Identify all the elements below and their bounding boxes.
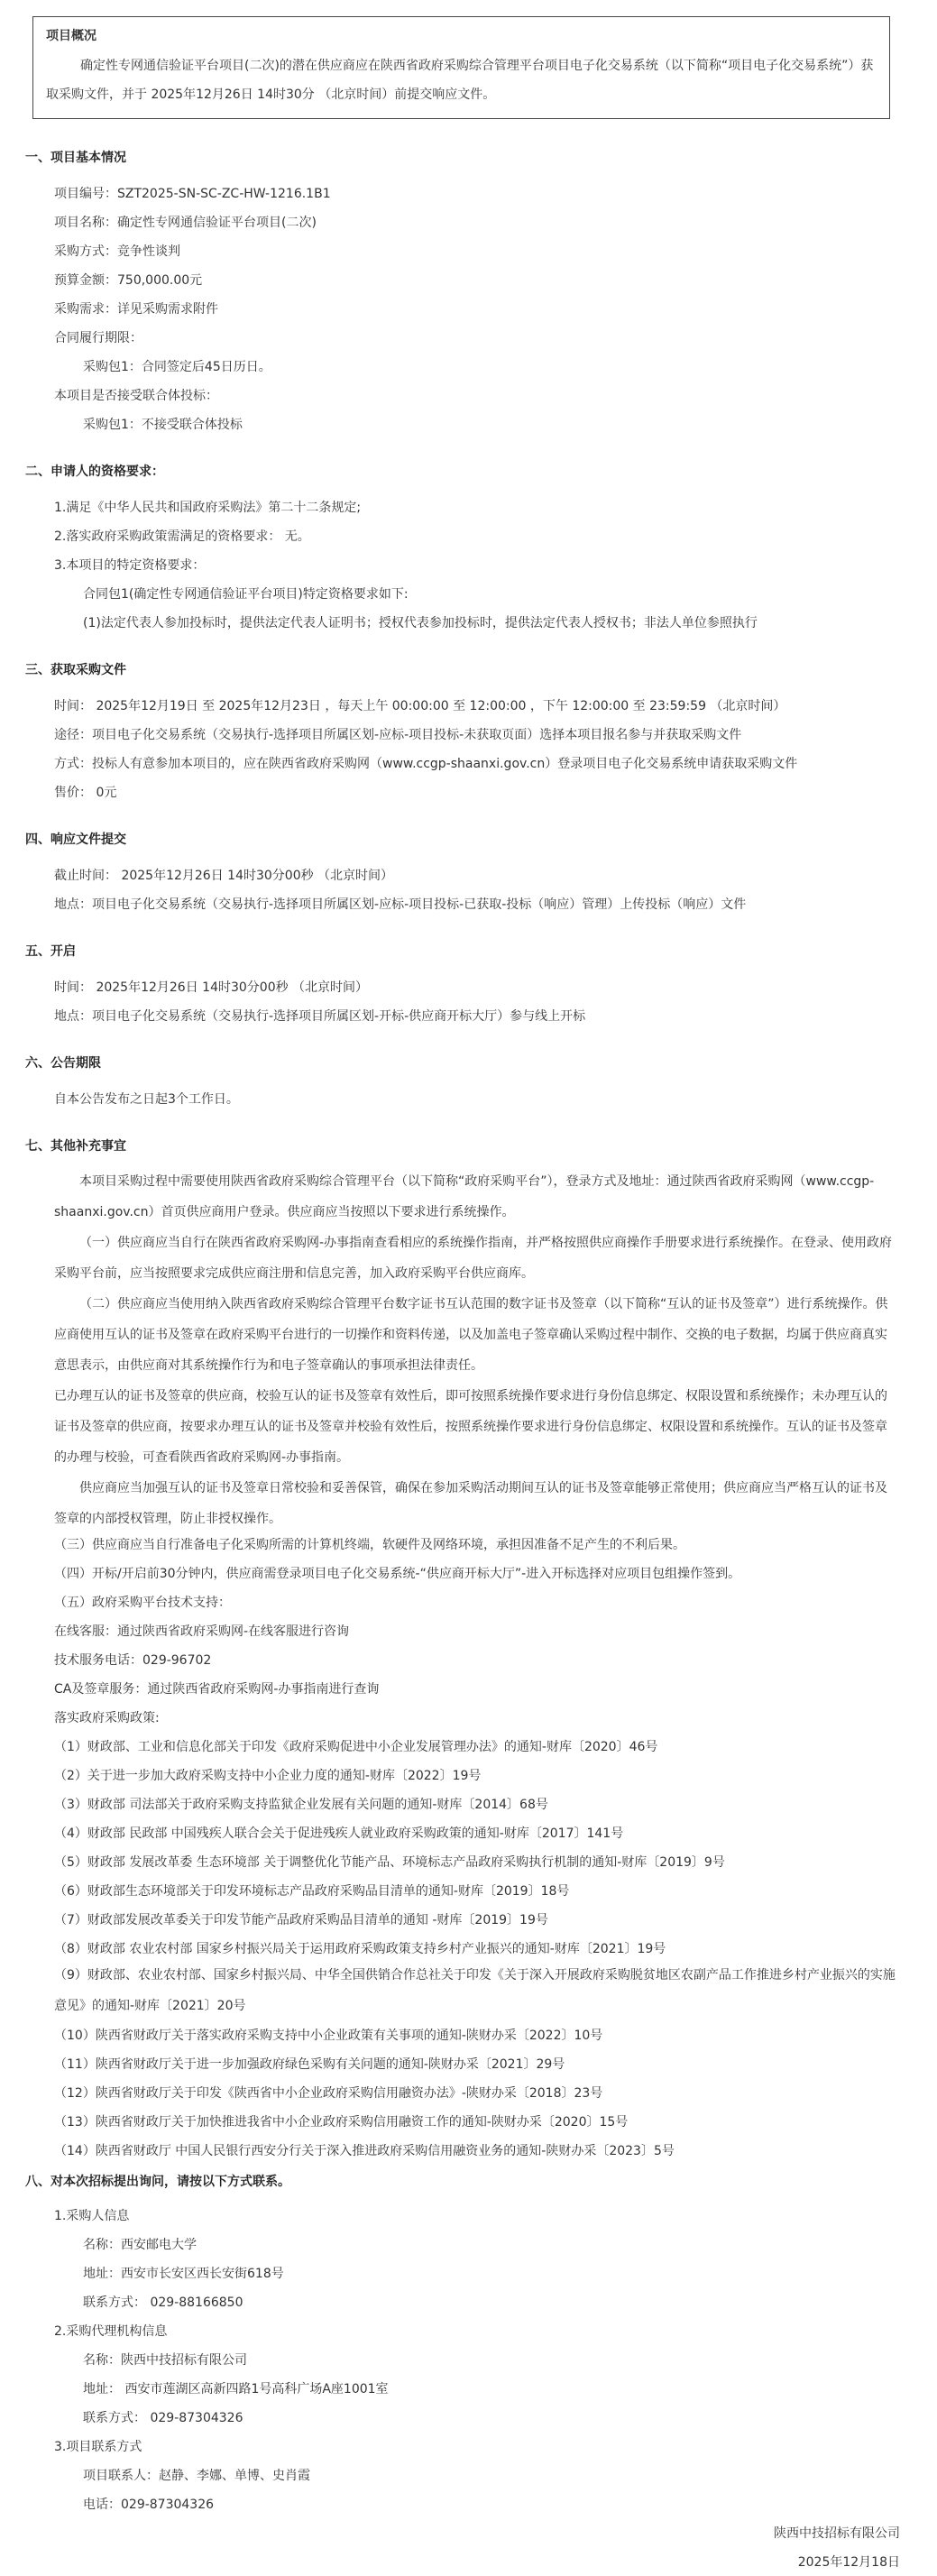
opening-time: 时间： 2025年12月26日 14时30分00秒 （北京时间） — [54, 980, 369, 995]
acquire-channel: 途径：项目电子化交易系统（交易执行-选择项目所属区划-应标-项目投标-未获取页面）选择本项目报名参与并获取采购文件 — [54, 728, 742, 742]
supplement-paragraph-2: （一）供应商应当自行在陕西省政府采购网-办事指南查看相应的系统操作指南，并严格按照供应商操作手册要求进行系统操作。在登录、使用政府采购平台前，应当按照要求完成供应商注册和信息完善，加入政府采购平台供应商库。 — [54, 1236, 893, 1281]
package-qualification-title: 合同包1(确定性专网通信验证平台项目)特定资格要求如下: — [83, 587, 409, 602]
policy-item: （3）财政部 司法部关于政府采购支持监狱企业发展有关问题的通知-财库〔2014〕68号 — [54, 1798, 548, 1812]
project-contact-phone: 电话：029-87304326 — [83, 2498, 215, 2512]
consortium-label: 本项目是否接受联合体投标： — [54, 389, 218, 403]
project-contact-persons: 项目联系人：赵静、李娜、单博、史肖霞 — [83, 2469, 310, 2483]
supplement-paragraph-1: 本项目采购过程中需要使用陕西省政府采购综合管理平台（以下简称“政府采购平台”），登录方式及地址：通过陕西省政府采购网（www.ccgp-shaanxi.gov.cn）首页供应商用户登录。供应商应当按照以下要求进行系统操作。 — [54, 1174, 875, 1219]
policy-item: （11）陕西省财政厅关于进一步加强政府绿色采购有关问题的通知-陕财办采〔2021〕29号 — [54, 2057, 565, 2072]
agency-name: 名称：陕西中技招标有限公司 — [83, 2353, 247, 2368]
section-5-title: 五、开启 — [25, 944, 76, 959]
policy-title: 落实政府采购政策: — [54, 1711, 160, 1725]
purchaser-contact: 联系方式： 029-88166850 — [83, 2295, 243, 2310]
policy-item: （14）陕西省财政厅 中国人民银行西安分行关于深入推进政府采购信用融资业务的通知-陕财办采〔2023〕5号 — [54, 2144, 675, 2158]
supplement-line: （三）供应商应当自行准备电子化采购所需的计算机终端，软硬件及网络环境，承担因准备不足产生的不利后果。 — [54, 1538, 685, 1552]
qualification-2: 2.落实政府采购政策需满足的资格要求： 无。 — [54, 529, 310, 544]
section-8-title: 八、对本次招标提出询问，请按以下方式联系。 — [25, 2175, 290, 2189]
acquire-method: 方式：投标人有意参加本项目的，应在陕西省政府采购网（www.ccgp-shaanxi.gov.cn）登录项目电子化交易系统申请获取采购文件 — [54, 757, 798, 771]
footer-company: 陕西中技招标有限公司 — [774, 2526, 900, 2541]
summary-body: 确定性专网通信验证平台项目(二次)的潜在供应商应在陕西省政府采购综合管理平台项目电子化交易系统（以下简称“项目电子化交易系统”）获取采购文件，并于 2025年12月26日 14时30分 （北京时间）前提交响应文件。 — [46, 59, 874, 102]
qualification-3: 3.本项目的特定资格要求： — [54, 558, 206, 573]
purchaser-name: 名称：西安邮电大学 — [83, 2238, 197, 2252]
policy-item: （8）财政部 农业农村部 国家乡村振兴局关于运用政府采购政策支持乡村产业振兴的通知-财库〔2021〕19号 — [54, 1942, 666, 1956]
policy-item: （5）财政部 发展改革委 生态环境部 关于调整优化节能产品、环境标志产品政府采购执行机制的通知-财库〔2019〕9号 — [54, 1855, 725, 1870]
submission-deadline: 截止时间： 2025年12月26日 14时30分00秒 （北京时间） — [54, 869, 394, 883]
section-4-title: 四、响应文件提交 — [25, 833, 126, 847]
section-3-title: 三、获取采购文件 — [25, 663, 126, 677]
package-qualification-item: (1)法定代表人参加投标时，提供法定代表人证明书；授权代表参加投标时，提供法定代表人授权书；非法人单位参照执行 — [83, 616, 758, 630]
qualification-1: 1.满足《中华人民共和国政府采购法》第二十二条规定; — [54, 501, 362, 515]
project-number: 项目编号：SZT2025-SN-SC-ZC-HW-1216.1B1 — [54, 187, 331, 201]
project-contact-title: 3.项目联系方式 — [54, 2440, 142, 2454]
section-7-title: 七、其他补充事宜 — [25, 1139, 126, 1154]
supplement-paragraph-3: （二）供应商应当使用纳入陕西省政府采购综合管理平台数字证书互认范围的数字证书及签章（以下简称“互认的证书及签章”）进行系统操作。供应商使用互认的证书及签章在政府采购平台进行的一切操作和资料传递，以及加盖电子签章确认采购过程中制作、交换的电子数据，均属于供应商真实意思表示，由供应商对其系统操作行为和电子签章确认的事项承担法律责任。 — [54, 1297, 888, 1373]
policy-item: （1）财政部、工业和信息化部关于印发《政府采购促进中小企业发展管理办法》的通知-财库〔2020〕46号 — [54, 1740, 658, 1754]
policy-item: （13）陕西省财政厅关于加快推进我省中小企业政府采购信用融资工作的通知-陕财办采〔2020〕15号 — [54, 2115, 629, 2130]
agency-info-title: 2.采购代理机构信息 — [54, 2324, 168, 2339]
opening-location: 地点：项目电子化交易系统（交易执行-选择项目所属区划-开标-供应商开标大厅）参与线上开标 — [54, 1009, 586, 1024]
submission-location: 地点：项目电子化交易系统（交易执行-选择项目所属区划-应标-项目投标-已获取-投标（响应）管理）上传投标（响应）文件 — [54, 897, 747, 912]
ca-signature-service: CA及签章服务：通过陕西省政府采购网-办事指南进行查询 — [54, 1682, 380, 1697]
policy-item: （12）陕西省财政厅关于印发《陕西省中小企业政府采购信用融资办法》-陕财办采〔2018〕23号 — [54, 2086, 603, 2101]
supplement-paragraph-4: 已办理互认的证书及签章的供应商，校验互认的证书及签章有效性后，即可按照系统操作要求进行身份信息绑定、权限设置和系统操作；未办理互认的证书及签章的供应商，按要求办理互认的证书及签章并校验有效性后，按照系统操作要求进行身份信息绑定、权限设置和系统操作。互认的证书及签章的办理与校验，可查看陕西省政府采购网-办事指南。 — [54, 1389, 887, 1465]
agency-contact: 联系方式： 029-87304326 — [83, 2411, 243, 2425]
summary-title: 项目概况 — [46, 29, 96, 43]
section-2-title: 二、申请人的资格要求： — [25, 465, 164, 479]
purchaser-info-title: 1.采购人信息 — [54, 2209, 130, 2223]
budget-amount: 预算金额：750,000.00元 — [54, 273, 203, 288]
policy-item: （10）陕西省财政厅关于落实政府采购支持中小企业政策有关事项的通知-陕财办采〔2022〕10号 — [54, 2029, 603, 2043]
purchaser-address: 地址：西安市长安区西长安街618号 — [83, 2267, 284, 2281]
policy-item: （7）财政部发展改革委关于印发节能产品政府采购品目清单的通知 -财库〔2019〕19号 — [54, 1913, 548, 1927]
supplement-line: （五）政府采购平台技术支持： — [54, 1596, 231, 1610]
policy-item: （2）关于进一步加大政府采购支持中小企业力度的通知-财库〔2022〕19号 — [54, 1769, 482, 1783]
section-1-title: 一、项目基本情况 — [25, 151, 126, 165]
procurement-requirement: 采购需求：详见采购需求附件 — [54, 302, 218, 317]
acquire-time: 时间： 2025年12月19日 至 2025年12月23日 ，每天上午 00:00:00 至 12:00:00 ，下午 12:00:00 至 23:59:59 （北京时间） — [54, 699, 786, 713]
contract-period-package: 采购包1：合同签定后45日历日。 — [83, 360, 271, 374]
section-6-title: 六、公告期限 — [25, 1056, 101, 1071]
policy-item: （9）财政部、农业农村部、国家乡村振兴局、中华全国供销合作总社关于印发《关于深入开展政府采购脱贫地区农副产品工作推进乡村产业振兴的实施意见》的通知-财库〔2021〕20号 — [54, 1968, 896, 2013]
tech-support-phone: 技术服务电话：029-96702 — [54, 1653, 212, 1668]
footer-date: 2025年12月18日 — [797, 2555, 900, 2570]
policy-item: （6）财政部生态环境部关于印发环境标志产品政府采购品目清单的通知-财库〔2019〕18号 — [54, 1884, 570, 1899]
notice-period: 自本公告发布之日起3个工作日。 — [54, 1092, 239, 1107]
agency-address: 地址： 西安市莲湖区高新四路1号高科广场A座1001室 — [83, 2382, 389, 2397]
supplement-line: （四）开标/开启前30分钟内，供应商需登录项目电子化交易系统-“供应商开标大厅”-进入开标选择对应项目包组操作签到。 — [54, 1567, 741, 1581]
online-service: 在线客服：通过陕西省政府采购网-在线客服进行咨询 — [54, 1624, 350, 1639]
project-summary-box — [32, 16, 890, 119]
supplement-paragraph-5: 供应商应当加强互认的证书及签章日常校验和妥善保管，确保在参加采购活动期间互认的证书及签章能够正常使用；供应商应当严格互认的证书及签章的内部授权管理，防止非授权操作。 — [54, 1481, 887, 1526]
policy-item: （4）财政部 民政部 中国残疾人联合会关于促进残疾人就业政府采购政策的通知-财库〔2017〕141号 — [54, 1826, 624, 1841]
procurement-method: 采购方式：竞争性谈判 — [54, 244, 180, 259]
consortium-package: 采购包1：不接受联合体投标 — [83, 418, 243, 432]
project-name: 项目名称：确定性专网通信验证平台项目(二次) — [54, 216, 317, 230]
acquire-price: 售价： 0元 — [54, 786, 117, 800]
contract-period-label: 合同履行期限： — [54, 331, 142, 345]
